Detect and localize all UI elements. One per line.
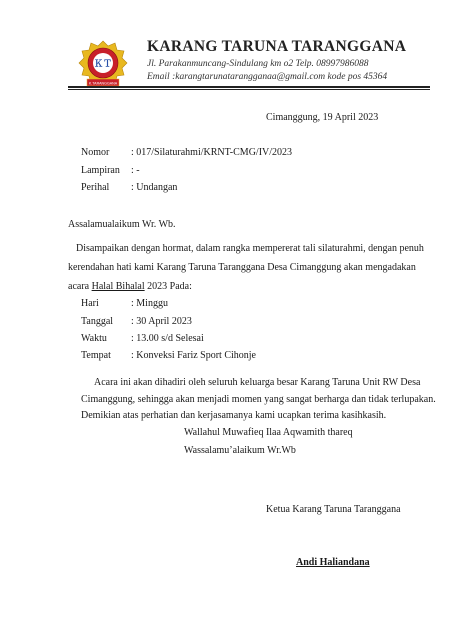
- detail-label-waktu: Waktu: [81, 333, 107, 344]
- closing-line-4: Wallahul Muwafieq Ilaa Aqwamith thareq: [184, 427, 353, 438]
- body-line-2: kerendahan hati kami Karang Taruna Taranggana Desa Cimanggung akan mengadakan: [68, 262, 416, 273]
- closing-line-1: Acara ini akan dihadiri oleh seluruh keluarga besar Karang Taruna Unit RW Desa: [94, 377, 421, 388]
- body-line-3: [68, 281, 192, 292]
- logo-letters: ＫＴ: [93, 58, 113, 69]
- organization-address: Jl. Parakanmuncang-Sindulang km o2 Telp. 08997986088: [147, 59, 369, 69]
- logo-banner-text: K.TARANGGANA: [88, 81, 118, 86]
- detail-value-waktu: : 13.00 s/d Selesai: [131, 333, 204, 344]
- detail-label-tempat: Tempat: [81, 350, 111, 361]
- opening-greeting: Assalamualaikum Wr. Wb.: [68, 219, 176, 230]
- letterhead-rule-thin: [68, 89, 430, 90]
- body-line-3-end: 2023 Pada:: [147, 281, 192, 292]
- body-line-1: Disampaikan dengan hormat, dalam rangka mempererat tali silaturahmi, dengan penuh: [76, 243, 424, 254]
- letter-date: Cimanggung, 19 April 2023: [266, 112, 379, 123]
- letterhead-rule-thick: [68, 86, 430, 88]
- closing-line-2: Cimanggung, sehingga akan menjadi momen yang sangat berharga dan tidak terlupakan.: [81, 394, 436, 405]
- detail-label-hari: Hari: [81, 298, 99, 309]
- nomor-label: Nomor: [81, 147, 110, 158]
- organization-name: KARANG TARUNA TARANGGANA: [147, 38, 407, 55]
- detail-value-tempat: : Konveksi Fariz Sport Cihonje: [131, 350, 256, 361]
- event-name: Halal Bihalal: [91, 281, 145, 292]
- detail-value-hari: : Minggu: [131, 298, 168, 309]
- closing-line-3: Demikian atas perhatian dan kerjasamanya kami ucapkan terima kasihkasih.: [81, 410, 387, 421]
- nomor-value: : 017/Silaturahmi/KRNT-CMG/IV/2023: [131, 147, 293, 158]
- organization-email: Email :karangtarunatarangganaa@gmail.com kode pos 45364: [147, 72, 388, 82]
- signatory-role: Ketua Karang Taruna Taranggana: [266, 504, 401, 515]
- lampiran-value: : -: [131, 165, 140, 176]
- organization-logo: [78, 40, 128, 90]
- signatory-name: Andi Haliandana: [296, 557, 370, 568]
- body-line-3-start: acara: [68, 281, 90, 292]
- closing-line-5: Wassalamu’alaikum Wr.Wb: [184, 445, 296, 456]
- lampiran-label: Lampiran: [81, 165, 120, 176]
- perihal-value: : Undangan: [131, 182, 178, 193]
- perihal-label: Perihal: [81, 182, 110, 193]
- detail-label-tanggal: Tanggal: [81, 316, 114, 327]
- detail-value-tanggal: : 30 April 2023: [131, 316, 192, 327]
